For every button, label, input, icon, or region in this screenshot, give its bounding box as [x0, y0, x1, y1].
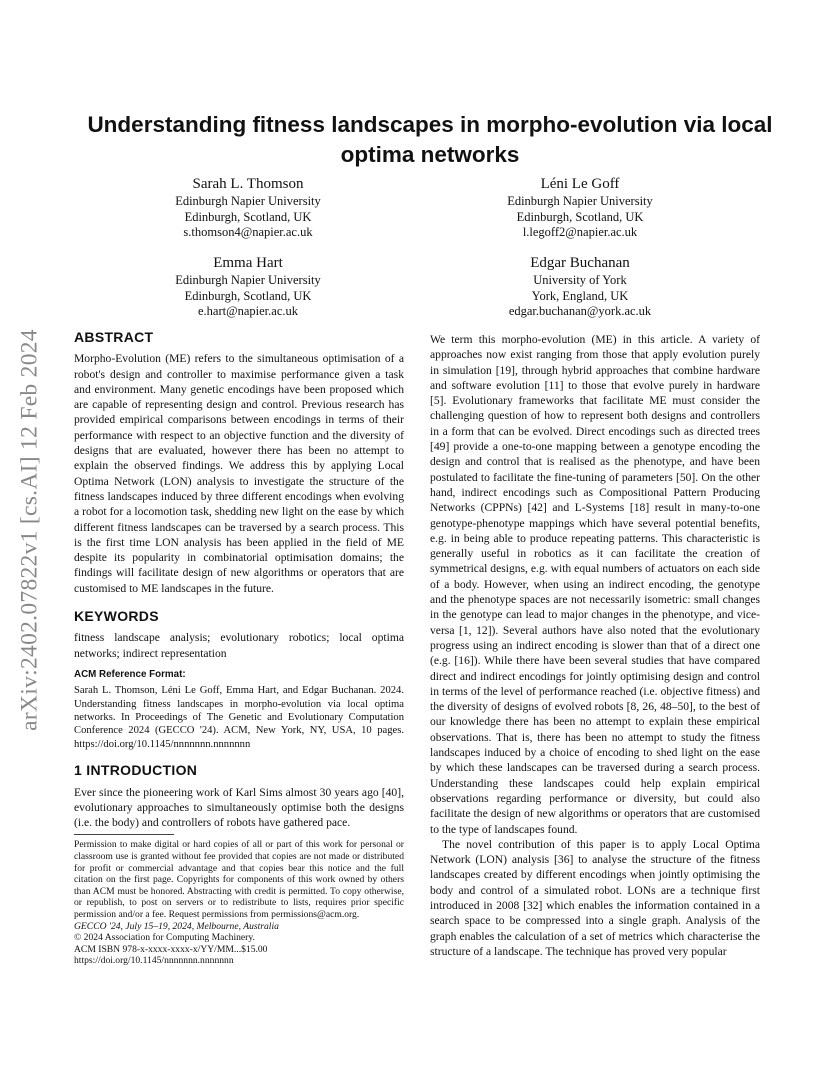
author-location: Edinburgh, Scotland, UK — [184, 288, 312, 303]
author-location: Edinburgh, Scotland, UK — [516, 209, 644, 224]
body-paragraph: The novel contribution of this paper is to apply Local Optima Network (LON) analysis [36] to analyse the structure of the fitness landscapes created by different encodings when jointly optimising the body and control of a simulated robot. LONs are a technique first introduced in 2008 [32] which enables the information contained in a search space to be compressed into a single graph. Analysis of the graph enables the calculation of a set of metrics which characterise the structure of a landscape. The technique has proved very popular — [430, 837, 760, 958]
author-email[interactable]: edgar.buchanan@york.ac.uk — [508, 304, 652, 318]
acm-reference-heading: ACM Reference Format: — [74, 668, 186, 680]
doi-link[interactable]: https://doi.org/10.1145/nnnnnnn.nnnnnnn — [74, 955, 234, 967]
acm-reference-text: Sarah L. Thomson, Léni Le Goff, Emma Hart, and Edgar Buchanan. 2024. Understanding fitness landscapes in morpho-evolution via local optima networks. In Proceedings of The Genetic and Evolutionary Computation Conference 2024 (GECCO '24). ACM, New York, NY, USA, 10 pages. https://doi.org/10.1145/nnnnnnn.nnnnnnn — [74, 685, 404, 750]
abstract-heading: ABSTRACT — [74, 329, 154, 345]
introduction-text: Ever since the pioneering work of Karl Sims almost 30 years ago [40], evolutionary approaches to simultaneously optimise both the designs (i.e. the body) and controllers of robots have gathered pace. — [74, 785, 404, 830]
author-name: Emma Hart — [213, 255, 283, 271]
copyright-notice: © 2024 Association for Computing Machinery. — [74, 932, 255, 944]
author-affiliation: Edinburgh Napier University — [175, 273, 321, 287]
arxiv-stamp — [10, 300, 50, 760]
author-email[interactable]: l.legoff2@napier.ac.uk — [522, 225, 638, 239]
author-block — [430, 174, 730, 241]
conference-info: GECCO '24, July 15–19, 2024, Melbourne, Australia — [74, 920, 279, 932]
author-name: Léni Le Goff — [540, 176, 620, 192]
author-location: York, England, UK — [531, 288, 629, 303]
author-block — [98, 174, 398, 241]
author-affiliation: University of York — [533, 273, 627, 287]
keywords-text: fitness landscape analysis; evolutionary robotics; local optima networks; indirect representation — [74, 631, 404, 660]
footnote-rule — [74, 834, 174, 835]
introduction-heading: 1 INTRODUCTION — [74, 762, 198, 779]
right-column — [430, 332, 760, 959]
author-block — [98, 253, 398, 320]
abstract-text: Morpho-Evolution (ME) refers to the simultaneous optimisation of a robot's design and controller to maximise performance given a task and environment. Many genetic encodings have been proposed which are capable of representing design and control. Previous research has provided empirical comparisons between encodings in terms of their performance with respect to an objective function and the diversity of designs that are evaluated, however there has been no attempt to explain the observed findings. We address this by applying Local Optima Network (LON) analysis to investigate the structure of the fitness landscapes induced by three different encodings when evolving a robot for a locomotion task, shedding new light on the ease by which different fitness landscapes can be traversed by a search process. This is the first time LON analysis has been applied in the field of ME despite its popularity in combinatorial optimisation domains; the findings will facilitate design of new algorithms or operators that are customised to ME landscapes in the future. — [74, 352, 404, 595]
paper-title: Understanding fitness landscapes in morpho-evolution via local optima networks — [87, 112, 773, 167]
author-affiliation: Edinburgh Napier University — [507, 194, 653, 208]
author-email[interactable]: e.hart@napier.ac.uk — [197, 304, 298, 318]
isbn: ACM ISBN 978-x-xxxx-xxxx-x/YY/MM...$15.00 — [74, 943, 268, 955]
author-block — [430, 253, 730, 320]
author-affiliation: Edinburgh Napier University — [175, 194, 321, 208]
arxiv-stamp-text: arXiv:2402.07822v1 [cs.AI] 12 Feb 2024 — [16, 329, 43, 731]
left-column — [74, 330, 404, 967]
author-name: Sarah L. Thomson — [192, 176, 304, 192]
keywords-heading: KEYWORDS — [74, 608, 159, 625]
body-paragraph: We term this morpho-evolution (ME) in this article. A variety of approaches now exist ranging from those that apply evolution purely in simulation [19], through hybrid approaches that combine hardware and software evolution [11] to those that evolve purely in hardware [5]. Evolutionary frameworks that facilitate ME must consider the challenging question of how to represent both designs and controllers in a form that can be evolved. Direct encodings such as directed trees [49] provide a one-to-one mapping between a genotype encoding the design and control that is realised as the phenotype, and have been postulated to facilitate the fine-tuning of parameters [50]. On the other hand, indirect encodings such as Compositional Pattern Producing Networks (CPPNs) [42] and L-Systems [18] result in many-to-one genotype-phenotype mappings which have several potential benefits, e.g. in being able to produce repeating patterns. This characteristic is generally useful in robotics as it can facilitate the creation of symmetrical designs, e.g. with equal numbers of actuators on each side of a body. However, when using an indirect encoding, the genotype and the phenotype spaces are not necessarily isometric: small changes in the genotype can lead to major changes in the phenotype, and vice-versa [1, 12]). Several authors have also noted that the evolutionary progress using an indirect encoding is slower than that of a direct one (e.g. [16]). While there have been several studies that have compared direct and indirect encodings for jointly optimising design and control in terms of the level of performance reached (i.e. objective fitness) and the diversity of designs of evolved robots [8, 26, 48–50], to the best of our knowledge there has been no attempt to explain these empirical observations. That is, there has been no attempt to study the fitness landscapes induced by a choice of encoding to shed light on the ease by which these landscapes can be traversed during a search process. Understanding these landscapes could help explain empirical observations regarding performance or diversity, but could also facilitate the design of new algorithms or operators that are customised to the type of landscapes found. — [430, 333, 760, 836]
author-email[interactable]: s.thomson4@napier.ac.uk — [183, 225, 313, 239]
author-name: Edgar Buchanan — [530, 255, 630, 271]
permission-notice: Permission to make digital or hard copies of all or part of this work for personal or classroom use is granted without fee provided that copies are not made or distributed for profit or commercial advantage and that copies bear this notice and the full citation on the first page. Copyrights for components of this work owned by others than ACM must be honored. Abstracting with credit is permitted. To copy otherwise, or republish, to post on servers or to redistribute to lists, requires prior specific permission and/or a fee. Request permissions from permissions@acm.org. — [74, 839, 404, 921]
author-location: Edinburgh, Scotland, UK — [184, 209, 312, 224]
